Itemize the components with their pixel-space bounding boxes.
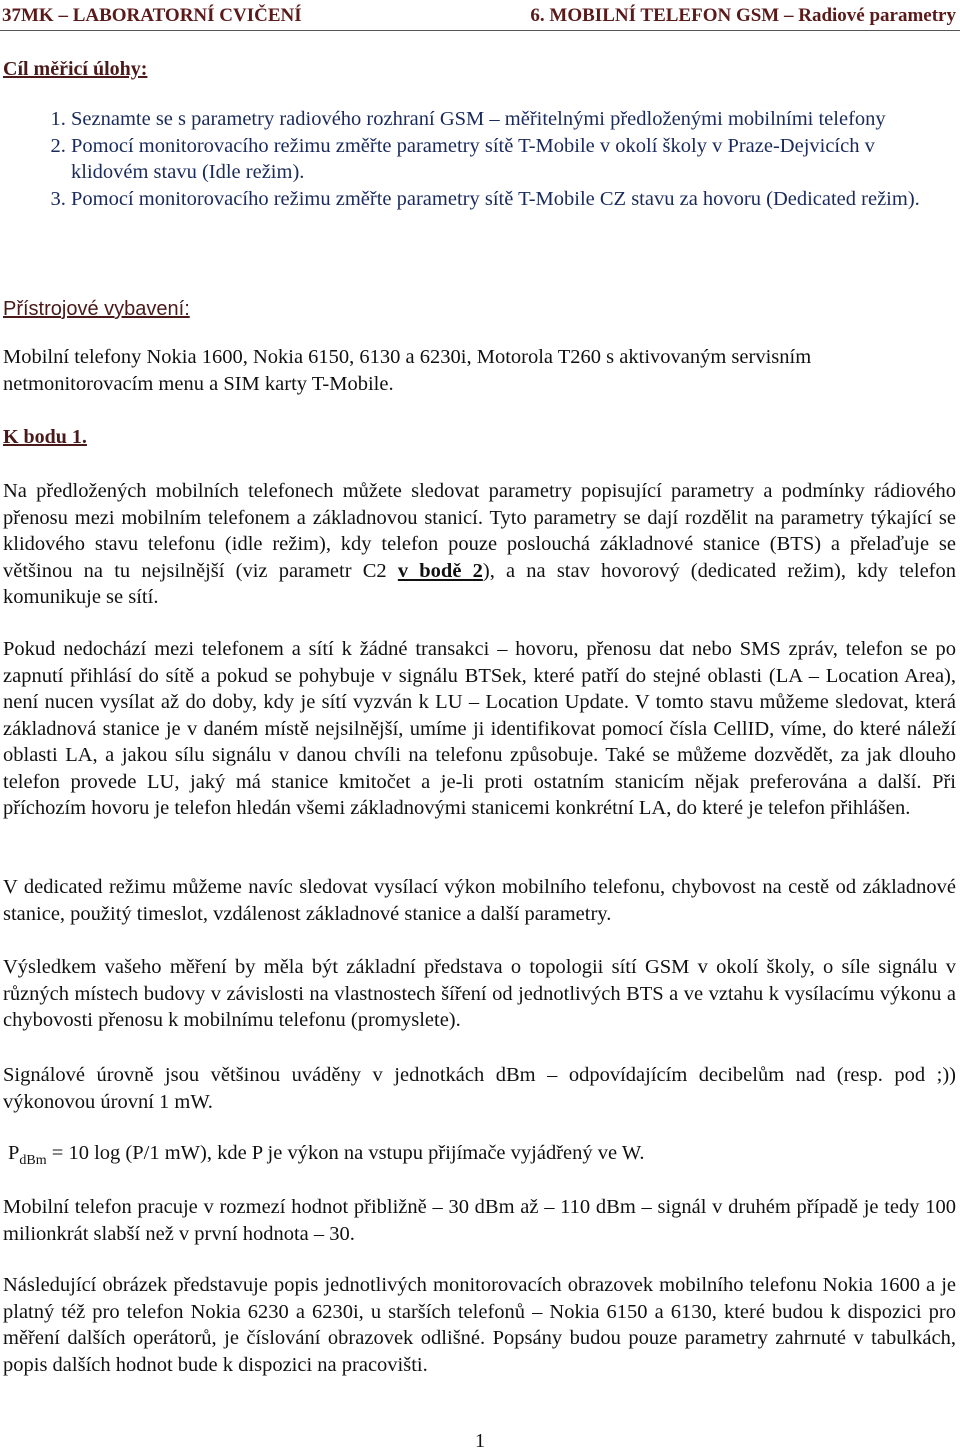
paragraph-6: Mobilní telefon pracuje v rozmezí hodnot přibližně – 30 dBm až – 110 dBm – signál v druhém případě je tedy 100 milionkrát slabší než v první hodnota – 30. [3,1196,956,1245]
formula-symbol: P [8,1142,20,1164]
goals-list-block [3,106,956,212]
goal-item: 1. Seznamte se s parametry radiového rozhraní GSM – měřitelnými předloženými mobilními telefony [71,106,956,133]
paragraph-5: Signálové úrovně jsou většinou uváděny v jednotkách dBm – odpovídajícím decibelům nad (resp. pod ;)) výkonovou úrovní 1 mW. [3,1064,956,1113]
section-reference-link: v bodě 2 [397,559,483,582]
goal-item: 3. Pomocí monitorovacího režimu změřte parametry sítě T-Mobile CZ stavu za hovoru (Dedicated režim). [71,186,956,213]
page-number: 1 [475,1430,485,1452]
paragraph-2: Pokud nedochází mezi telefonem a sítí k žádné transakci – hovoru, přenosu dat nebo SMS zpráv, telefon se po zapnutí přihlásí do sítě a pokud se pohybuje v signálu BTSek, které patří do stejné oblasti (LA – Location Area), není nucen vysílat až do doby, kdy je sítí vyzván k LU – Location Update. V tomto stavu můžeme sledovat, která základnová stanice je v daném místě nejsilnější, umíme ji identifikovat pomocí čísla CellID, víme, do které náleží oblasti LA, a jakou sílu signálu v danou chvíli na telefonu způsobuje. Také se můžeme dozvědět, za jak dlouho telefon provede LU, jaký má stanice kmitočet a je-li proti ostatním stanicím nějak preferována a další. Při příchozím hovoru je telefon hledán všemi základnovými stanicemi konkrétní LA, do které je telefon přihlášen. [3,638,956,819]
header-rule [0,30,960,31]
equipment-heading: Přístrojové vybavení: [3,298,190,320]
header-left: 37MK – LABORATORNÍ CVIČENÍ [2,5,302,26]
formula-text: = 10 log (P/1 mW), kde P je výkon na vstupu přijímače vyjádřený ve W. [46,1142,645,1164]
paragraph-3: V dedicated režimu můžeme navíc sledovat vysílací výkon mobilního telefonu, chybovost na cestě od základnové stanice, použitý timeslot, vzdálenost základnové stanice a další parametry. [3,876,956,925]
goals-section [3,56,956,83]
paragraph-4: Výsledkem vašeho měření by měla být základní představa o topologii sítí GSM v okolí školy, o síle signálu v různých místech budovy v závislosti na vlastnostech šíření od jednotlivých BTS a ve vztahu k vysílacímu výkonu a chybovosti přenosu k mobilnímu telefonu (promyslete). [3,956,956,1031]
page-header [2,3,956,30]
paragraph-7: Následující obrázek představuje popis jednotlivých monitorovacích obrazovek mobilního telefonu Nokia 1600 a je platný též pro telefon Nokia 6230 a 6230i, u starších telefonů – Nokia 6150 a 6130, které budou k dispozici pro měření dalších operátorů, je číslování obrazovek odlišné. Popsány budou pouze parametry zahrnuté v tabulkách, popis dalších hodnot bude k dispozici na pracovišti. [3,1274,956,1376]
goals-heading: Cíl měřicí úlohy: [3,58,148,80]
equipment-text: Mobilní telefony Nokia 1600, Nokia 6150, 6130 a 6230i, Motorola T260 s aktivovaným servisním netmonitorovacím menu a SIM karty T-Mobile. [3,346,812,395]
paragraph-1 [3,478,956,611]
p1-text-after: ), a na stav hovorový (dedicated režim), kdy telefon komunikuje se sítí. [3,559,957,608]
formula-subscript: dBm [19,1153,47,1168]
header-right: 6. MOBILNÍ TELEFON GSM – Radiové parametry [530,5,956,26]
section1-heading: K bodu 1. [3,426,87,448]
equipment-block [3,344,956,397]
formula-line [8,1140,956,1175]
goals-list [3,106,956,212]
section1-heading-block [3,424,956,451]
equipment-heading-block [3,296,956,323]
p1-text-before: Na předložených mobilních telefonech můžete sledovat parametry popisující parametry a podmínky rádiového přenosu mezi mobilním telefonem a základnovou stanicí. Tyto parametry se dají rozdělit na parametry týkající se klidového stavu telefonu (idle režim), kdy telefon pouze poslouchá základnové stanice (BTS) a přelaďuje se většinou na tu nejsilnější (viz parametr C2 [3,480,956,582]
goal-item: 2. Pomocí monitorovacího režimu změřte parametry sítě T-Mobile v okolí školy v Praze-Dejvicích v klidovém stavu (Idle režim). [71,133,956,186]
